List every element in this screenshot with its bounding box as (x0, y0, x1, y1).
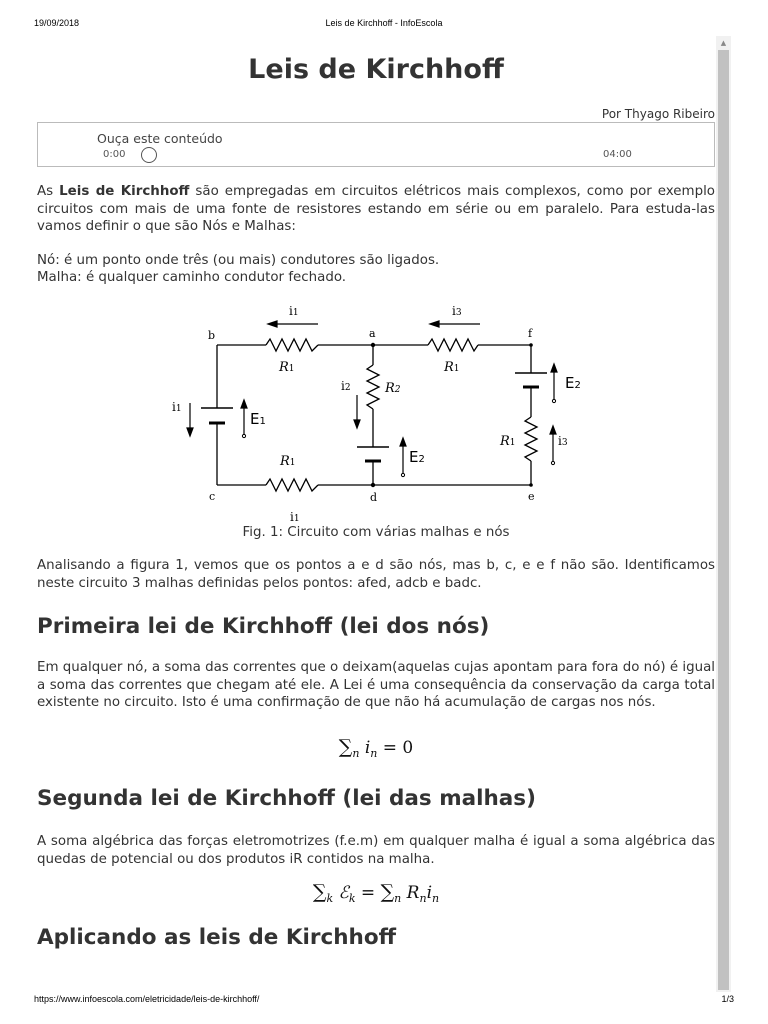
label-e1: E1 (250, 410, 266, 428)
node-e-label: e (528, 490, 535, 503)
intro-bold: Leis de Kirchhoff (59, 184, 190, 199)
analysis-paragraph: Analisando a figura 1, vemos que os pontos a e d são nós, mas b, c, e e f não são. Identificamos neste circuito 3 malhas definidas pelos pontos: afed, adcb e badc. (37, 558, 715, 591)
node-d-dot (371, 483, 375, 487)
label-r2: R2 (385, 381, 401, 396)
scroll-up-arrow-icon[interactable]: ▲ (720, 39, 727, 47)
label-i1-left: i1 (172, 400, 182, 414)
section2-heading: Segunda lei de Kirchhoff (lei das malhas) (37, 786, 536, 811)
label-r1-top-left: R1 (279, 360, 295, 375)
formula-node-law: $\sum_n$ $i_n = 0$ (338, 736, 414, 760)
intro-pre: As (37, 184, 60, 199)
audio-player (37, 122, 715, 167)
node-e-dot (529, 483, 533, 487)
label-i3-right: i3 (558, 434, 568, 448)
print-footer (0, 994, 768, 1008)
node-a-label: a (369, 327, 376, 340)
label-e2-right: E2 (565, 374, 581, 392)
audio-label: Ouça este conteúdo (97, 131, 223, 146)
audio-duration: 04:00 (603, 149, 632, 160)
node-c-label: c (209, 490, 216, 503)
label-i3-top: i3 (452, 304, 462, 318)
label-i1-top: i1 (289, 304, 299, 318)
audio-current-time: 0:00 (103, 149, 126, 160)
formula-mesh-law: $\sum_k$ ℰ$_k$ = $\sum_n$ $R_ni_n$ (312, 881, 440, 905)
circuit-figure (168, 304, 598, 525)
scrollbar-thumb[interactable] (718, 50, 729, 990)
label-i2: i2 (341, 379, 351, 393)
print-page-number: 1/3 (721, 994, 734, 1004)
label-e2-mid: E2 (409, 448, 425, 466)
node-a-dot (371, 343, 375, 347)
intro-paragraph (37, 183, 715, 236)
label-r1-right: R1 (500, 434, 516, 449)
print-url: https://www.infoescola.com/eletricidade/leis-de-kirchhoff/ (34, 994, 260, 1004)
author-byline: Por Thyago Ribeiro (601, 107, 715, 121)
section1-body: Em qualquer nó, a soma das correntes que o deixam(aquelas cujas apontam para fora do nó) é igual a soma das correntes que chegam até ele. A Lei é uma consequência da conservação da carga total existente no circuito. Isto é uma confirmação de que não há acumulação de cargas nos nós. (37, 660, 715, 710)
node-f-label: f (528, 327, 533, 340)
label-r1-top-right: R1 (444, 360, 460, 375)
section3-heading: Aplicando as leis de Kirchhoff (37, 925, 397, 950)
node-b-label: b (208, 329, 216, 342)
node-d-label: d (370, 491, 378, 504)
figure-caption: Fig. 1: Circuito com várias malhas e nós (242, 525, 510, 540)
audio-seek-handle[interactable] (141, 147, 157, 163)
page-title: Leis de Kirchhoff (248, 54, 504, 85)
section1-heading: Primeira lei de Kirchhoff (lei dos nós) (37, 614, 490, 639)
print-date: 19/09/2018 (34, 18, 80, 28)
definition-no: Nó: é um ponto onde três (ou mais) condutores são ligados. (37, 253, 440, 268)
label-i1-bottom: i1 (290, 510, 300, 524)
node-f-dot (529, 343, 533, 347)
print-header (0, 18, 768, 32)
definition-malha: Malha: é qualquer caminho condutor fechado. (37, 270, 347, 285)
scrollbar[interactable] (716, 36, 731, 992)
label-r1-bottom: R1 (280, 454, 296, 469)
section2-body: A soma algébrica das forças eletromotrizes (f.e.m) em qualquer malha é igual a soma algébrica das quedas de potencial ou dos produtos iR contidos na malha. (37, 834, 715, 867)
intro-post: são empregadas em circuitos elétricos mais complexos, como por exemplo circuitos com mais de uma fonte de resistores estando em série ou em paralelo. Para estuda-las vamos definir o que são Nós e Malhas: (37, 184, 715, 234)
print-page-title: Leis de Kirchhoff - InfoEscola (325, 18, 443, 28)
